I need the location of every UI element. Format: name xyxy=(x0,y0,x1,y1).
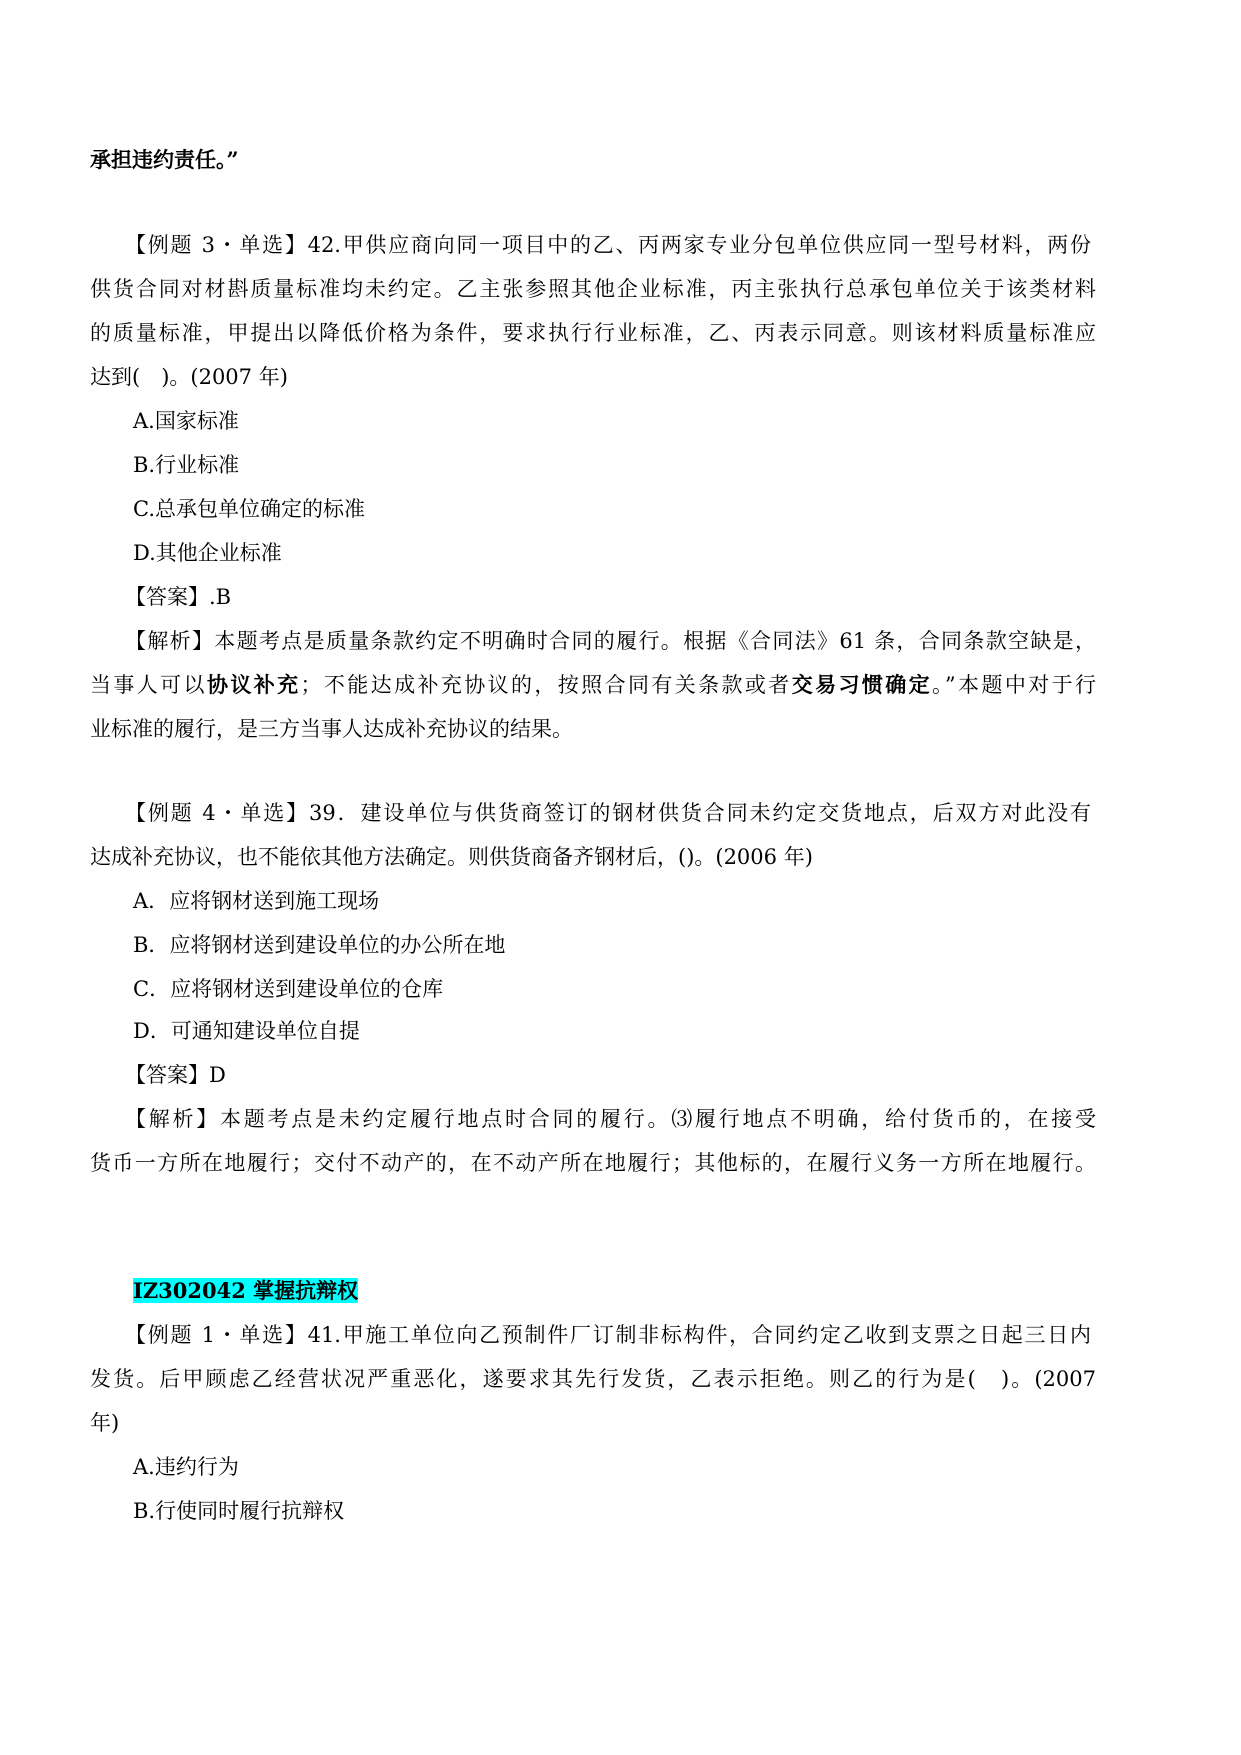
analysis-text: 。”本题中对于行 xyxy=(932,673,1097,697)
analysis-emphasis: 协议补充 xyxy=(206,672,301,697)
question-4-option-d: D．可通知建设单位自提 xyxy=(133,1019,360,1043)
question-3-option-d: D.其他企业标准 xyxy=(133,541,282,565)
question-4-option-c: C．应将钢材送到建设单位的仓库 xyxy=(133,977,444,1001)
analysis-text: 当事人可以 xyxy=(90,673,207,697)
question-1-line-2: 发货。后甲顾虑乙经营状况严重恶化，遂要求其先行发货，乙表示拒绝。则乙的行为是( )。(2007 xyxy=(90,1367,1096,1391)
question-3-line-4: 达到( )。(2007 年) xyxy=(90,365,288,389)
continuation-text: 承担违约责任。” xyxy=(90,147,239,172)
question-3-option-a: A.国家标准 xyxy=(133,409,239,433)
question-3-answer: 【答案】.B xyxy=(125,585,232,609)
question-4-option-b: B．应将钢材送到建设单位的办公所在地 xyxy=(133,933,506,957)
question-4-line-1: 【例题 4・单选】39．建设单位与供货商签订的钢材供货合同未约定交货地点，后双方对此没有 xyxy=(125,801,1091,825)
question-3-line-3: 的质量标准，甲提出以降低价格为条件，要求执行行业标准，乙、丙表示同意。则该材料质量标准应 xyxy=(90,321,1096,345)
question-3-line-1: 【例题 3・单选】42.甲供应商向同一项目中的乙、丙两家专业分包单位供应同一型号材料，两份 xyxy=(125,233,1091,257)
question-4-answer: 【答案】D xyxy=(125,1063,226,1087)
question-3-analysis-line-2 xyxy=(90,670,1096,700)
question-4-line-2: 达成补充协议，也不能依其他方法确定。则供货商备齐钢材后，()。(2006 年) xyxy=(90,845,813,869)
question-1-line-1: 【例题 1・单选】41.甲施工单位向乙预制件厂订制非标构件，合同约定乙收到支票之日起三日内 xyxy=(125,1323,1091,1347)
question-3-option-b: B.行业标准 xyxy=(133,453,240,477)
question-3-line-2: 供货合同对材斟质量标准均未约定。乙主张参照其他企业标准，丙主张执行总承包单位关于该类材料 xyxy=(90,277,1096,301)
question-1-line-3: 年) xyxy=(90,1411,120,1435)
question-4-analysis-line-1: 【解析】本题考点是未约定履行地点时合同的履行。⑶履行地点不明确，给付货币的，在接受 xyxy=(125,1107,1096,1131)
section-heading-highlight: IZ302042 掌握抗辩权 xyxy=(133,1278,359,1303)
analysis-text: ；不能达成补充协议的，按照合同有关条款或者 xyxy=(300,673,792,697)
question-3-analysis-line-3: 业标准的履行，是三方当事人达成补充协议的结果。 xyxy=(90,717,573,741)
question-4-analysis-line-2: 货币一方所在地履行；交付不动产的，在不动产所在地履行；其他标的，在履行义务一方所在地履行。 xyxy=(90,1151,1096,1175)
question-1-option-a: A.违约行为 xyxy=(133,1455,239,1479)
section-heading xyxy=(133,1276,358,1306)
question-4-option-a: A．应将钢材送到施工现场 xyxy=(133,889,380,913)
analysis-emphasis: 交易习惯确定 xyxy=(791,672,933,697)
question-3-option-c: C.总承包单位确定的标准 xyxy=(133,497,365,521)
question-3-analysis-line-1: 【解析】本题考点是质量条款约定不明确时合同的履行。根据《合同法》61 条，合同条款空缺是， xyxy=(125,629,1096,653)
question-1-option-b: B.行使同时履行抗辩权 xyxy=(133,1499,345,1523)
